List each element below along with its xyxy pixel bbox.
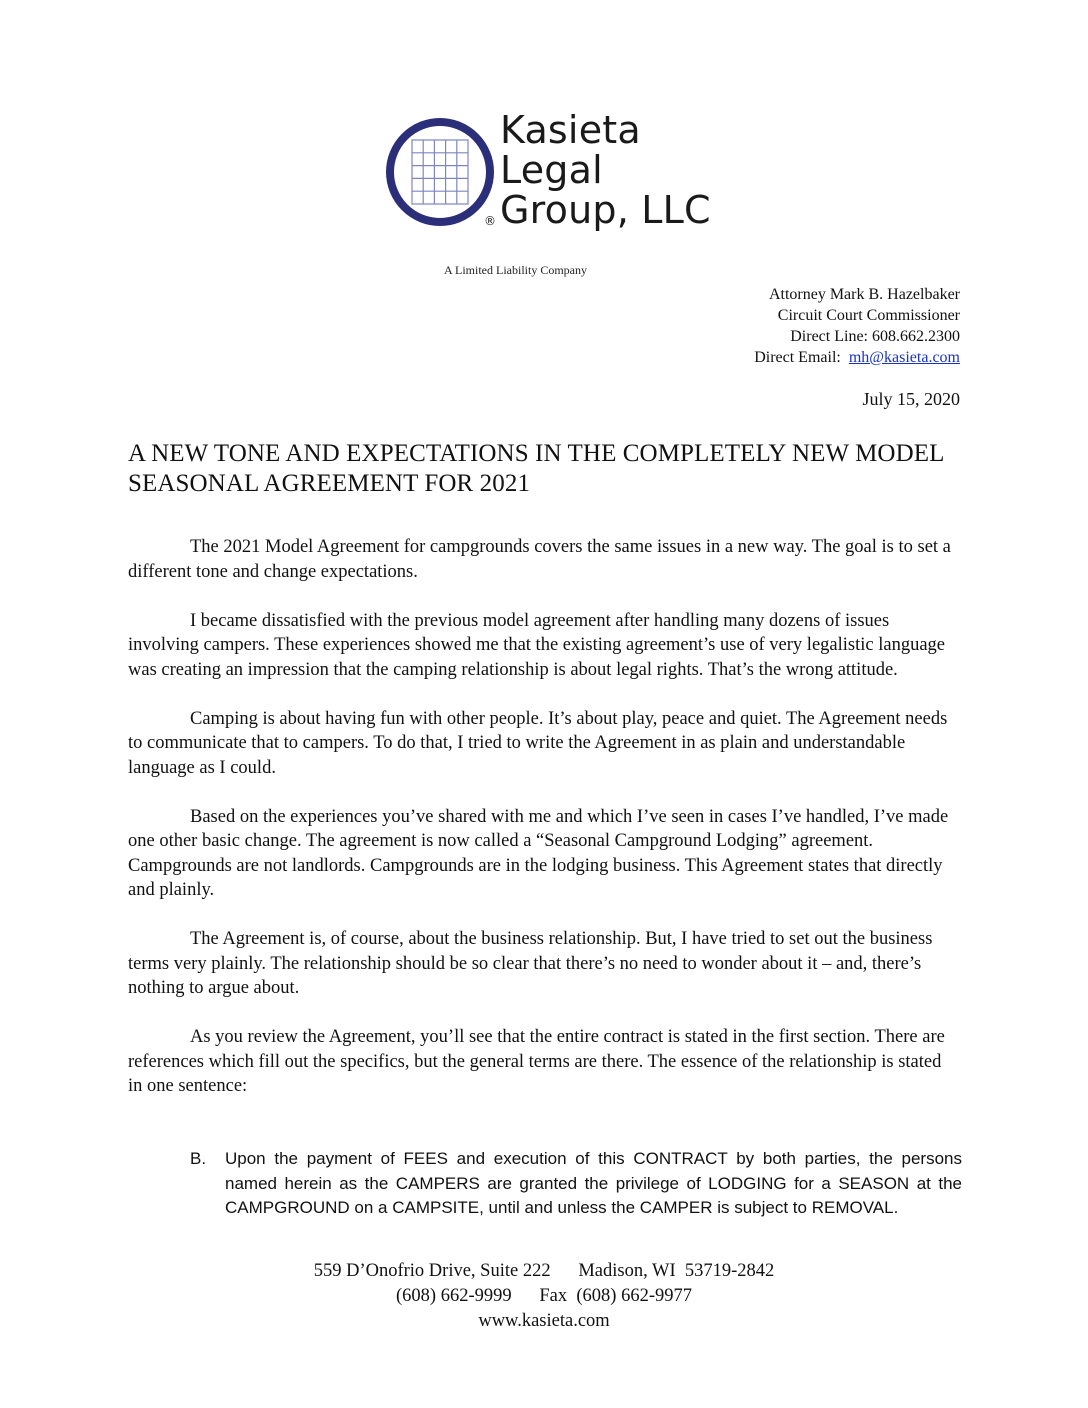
attorney-role: Circuit Court Commissioner	[777, 307, 960, 324]
direct-email-label: Direct Email:	[754, 349, 841, 366]
paragraph-5: The Agreement is, of course, about the business relationship. But, I have tried to set out the business terms very plainly. The relationship should be so clear that there’s no need to wonder about it – and, there’s nothing to argue about.	[128, 929, 933, 998]
clause-letter: B.	[190, 1149, 207, 1168]
logo-grid-icon	[384, 116, 496, 228]
footer-address: 559 D’Onofrio Drive, Suite 222 Madison, WI 53719-2842	[313, 1261, 775, 1281]
paragraph-6: As you review the Agreement, you’ll see that the entire contract is stated in the first section. There are references which fill out the specifics, but the general terms are there. The essence of the relationship is stated in one sentence:	[128, 1027, 945, 1096]
logo-line-2: Legal	[500, 148, 603, 192]
footer-website: www.kasieta.com	[478, 1311, 610, 1331]
footer-phones: (608) 662-9999 Fax (608) 662-9977	[396, 1286, 692, 1306]
letterhead-footer	[0, 1259, 1088, 1334]
logo-line-1: Kasieta	[500, 108, 641, 152]
direct-line: Direct Line: 608.662.2300	[790, 328, 960, 345]
company-tagline: A Limited Liability Company	[444, 263, 587, 277]
logo-wordmark	[500, 110, 711, 230]
email-link[interactable]: mh@kasieta.com	[848, 349, 960, 366]
logo-line-3: Group, LLC	[500, 188, 711, 232]
document-title: A NEW TONE AND EXPECTATIONS IN THE COMPLETELY NEW MODEL SEASONAL AGREEMENT FOR 2021	[128, 440, 944, 497]
quoted-clause	[190, 1147, 962, 1221]
attorney-name: Attorney Mark B. Hazelbaker	[768, 286, 960, 303]
letter-date: July 15, 2020	[862, 389, 960, 409]
direct-email-row	[754, 347, 960, 368]
letter-body	[128, 535, 960, 1123]
paragraph-3: Camping is about having fun with other people. It’s about play, peace and quiet. The Agreement needs to communicate that to campers. To do that, I tried to write the Agreement in as plain and understandable language as I could.	[128, 708, 948, 778]
paragraph-2: I became dissatisfied with the previous model agreement after handling many dozens of issues involving campers. These experiences showed me that the existing agreement’s use of very legalistic language was creating an impression that the camping relationship is about legal rights. That’s the wrong attitude.	[128, 610, 945, 680]
contact-block	[754, 284, 960, 368]
paragraph-1: The 2021 Model Agreement for campgrounds covers the same issues in a new way. The goal is to set a different tone and change expectations.	[128, 537, 951, 582]
paragraph-4: Based on the experiences you’ve shared with me and which I’ve seen in cases I’ve handled, I’ve made one other basic change. The agreement is now called a “Seasonal Campground Lodging” agreement. Campgrounds are not landlords. Campgrounds are in the lodging business. This Agreement states that directly and plainly.	[128, 806, 949, 900]
company-logo	[384, 110, 724, 242]
clause-text: Upon the payment of FEES and execution of this CONTRACT by both parties, the persons named herein as the CAMPERS are granted the privilege of LODGING for a SEASON at the CAMPGROUND on a CAMPSITE, until and unless the CAMPER is subject to REMOVAL.	[225, 1149, 962, 1217]
registered-mark: ®	[484, 214, 496, 228]
